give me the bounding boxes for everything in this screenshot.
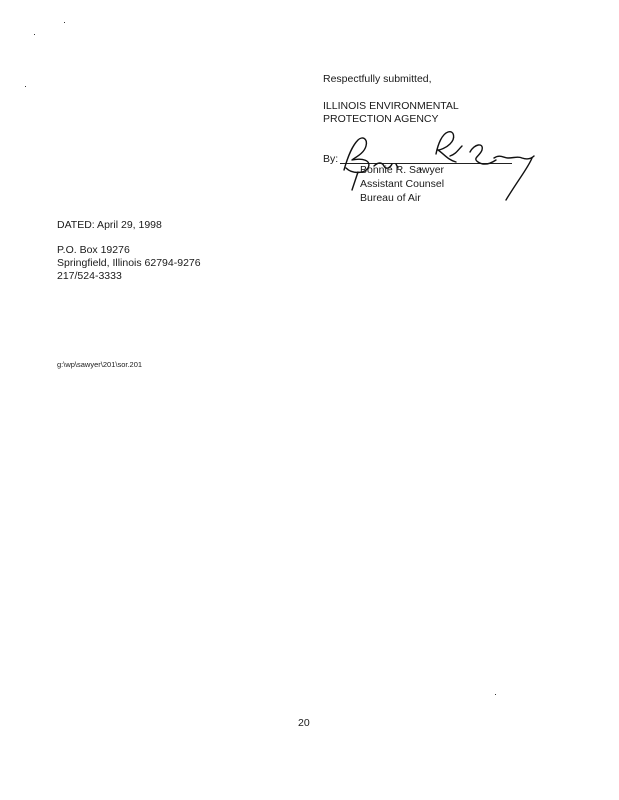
address-line-2: Springfield, Illinois 62794-9276 — [57, 257, 201, 269]
file-path: g:\wp\sawyer\201\sor.201 — [57, 360, 143, 369]
scan-speck — [64, 22, 65, 23]
scan-speck — [495, 694, 496, 695]
signer-title: Assistant Counsel — [360, 178, 445, 190]
agency-name-line1: ILLINOIS ENVIRONMENTAL — [323, 100, 459, 112]
address-phone: 217/524-3333 — [57, 270, 122, 282]
scan-speck — [25, 86, 26, 87]
signer-name: Bonnie R. Sawyer — [360, 164, 445, 176]
page-number: 20 — [298, 717, 310, 729]
scan-speck — [34, 34, 35, 35]
signer-bureau: Bureau of Air — [360, 192, 421, 204]
address-line-1: P.O. Box 19276 — [57, 244, 130, 256]
dated-line: DATED: April 29, 1998 — [57, 219, 162, 231]
agency-name-line2: PROTECTION AGENCY — [323, 113, 439, 125]
closing-respectfully: Respectfully submitted, — [323, 73, 432, 85]
by-label: By: — [323, 153, 339, 165]
